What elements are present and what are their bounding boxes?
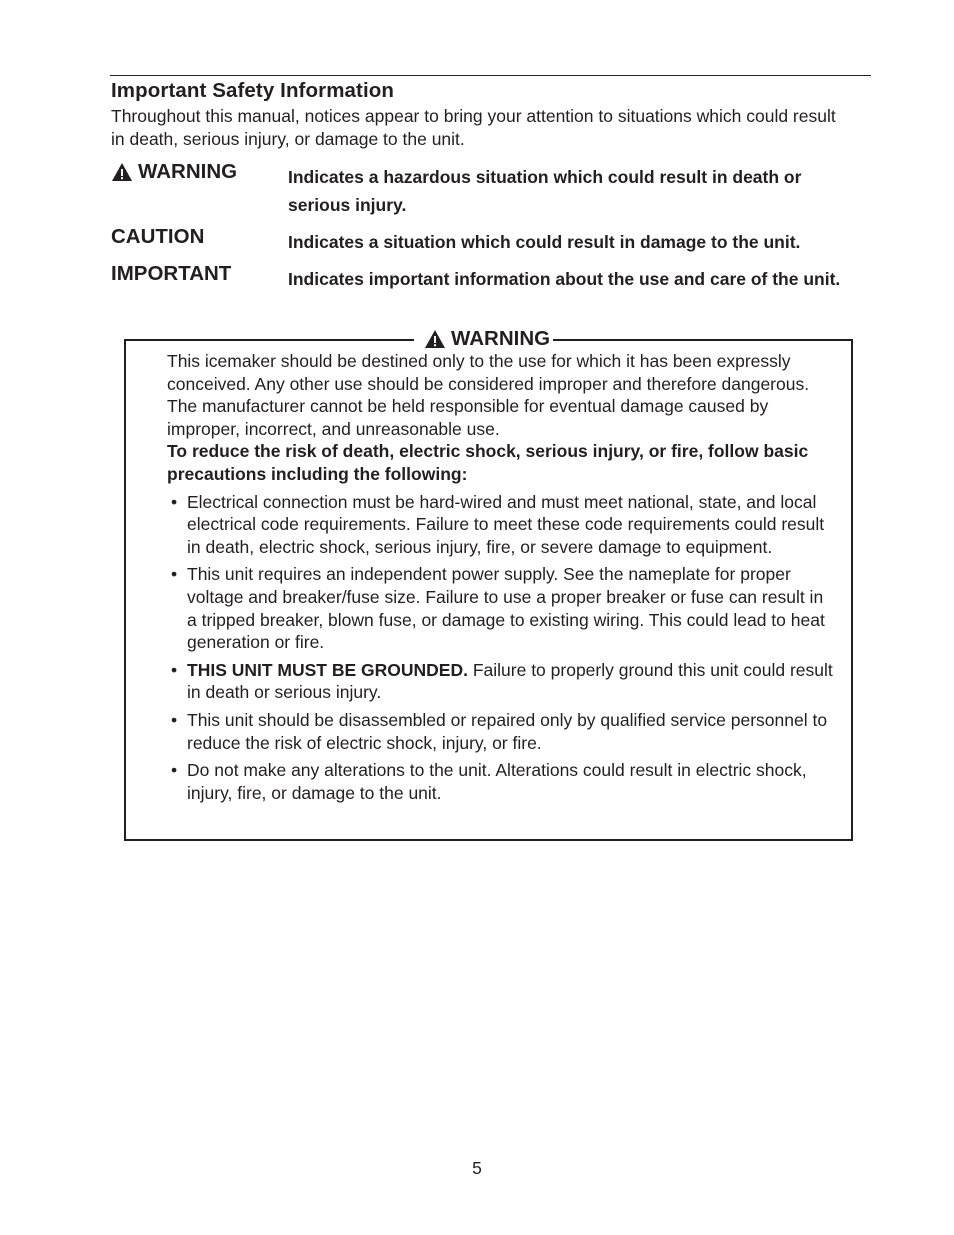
list-item	[167, 709, 837, 754]
notice-description: Indicates a hazardous situation which could result in death or serious injury.	[288, 167, 802, 215]
page-number: 5	[472, 1158, 482, 1178]
list-item	[167, 659, 837, 704]
bullet-icon: •	[171, 659, 178, 680]
notice-label-warning	[111, 160, 237, 184]
warning-box-title-text: WARNING	[451, 327, 551, 350]
precaution-heading: To reduce the risk of death, electric shock, serious injury, or fire, follow basic precautions including the following:	[167, 441, 809, 484]
bullet-bold: THIS UNIT MUST BE GROUNDED.	[187, 659, 468, 680]
bullet-text: Electrical connection must be hard-wired and must meet national, state, and local electrical code requirements. Failure to meet these code requirements could result in death, electric shock, serious injury, fire, or severe damage to equipment.	[187, 491, 825, 557]
top-rule	[110, 75, 871, 76]
list-item	[167, 563, 837, 653]
precaution-list	[167, 491, 837, 805]
warning-box-title	[414, 326, 553, 352]
bullet-icon: •	[171, 491, 178, 512]
bullet-text: Do not make any alterations to the unit. Alterations could result in electric shock, injury, fire, or damage to the unit.	[187, 760, 807, 803]
warning-box-body	[167, 350, 837, 809]
bullet-icon: •	[171, 709, 178, 730]
list-item	[167, 759, 837, 804]
list-item	[167, 491, 837, 559]
bullet-text: This unit requires an independent power supply. See the nameplate for proper voltage and breaker/fuse size. Failure to use a proper breaker or fuse can result in a tripped breaker, blown fuse, or damage to existing wiring. This could lead to heat generation or fire.	[187, 564, 825, 653]
bullet-text: Failure to properly ground this unit could result in death or serious injury.	[187, 659, 833, 703]
section-intro: Throughout this manual, notices appear to bring your attention to situations which could result in death, serious injury, or damage to the unit.	[111, 106, 836, 149]
notice-label-caution: CAUTION	[111, 225, 205, 248]
bullet-icon: •	[171, 564, 178, 585]
notice-description: Indicates a situation which could result in damage to the unit.	[288, 232, 801, 252]
warning-triangle-icon	[111, 162, 133, 182]
bullet-icon: •	[171, 760, 178, 781]
warning-box-intro: This icemaker should be destined only to the use for which it has been expressly conceived. Any other use should be considered improper and therefore dangerous. The manufacturer cannot be held responsible for eventual damage caused by improper, incorrect, and unreasonable use.	[167, 351, 810, 439]
section-title: Important Safety Information	[111, 79, 394, 102]
notice-description: Indicates important information about the use and care of the unit.	[288, 269, 841, 289]
bullet-text: This unit should be disassembled or repaired only by qualified service personnel to reduce the risk of electric shock, injury, or fire.	[187, 709, 828, 753]
notice-label-important: IMPORTANT	[111, 262, 232, 285]
notice-label-text: WARNING	[138, 160, 238, 183]
warning-triangle-icon	[424, 329, 446, 349]
